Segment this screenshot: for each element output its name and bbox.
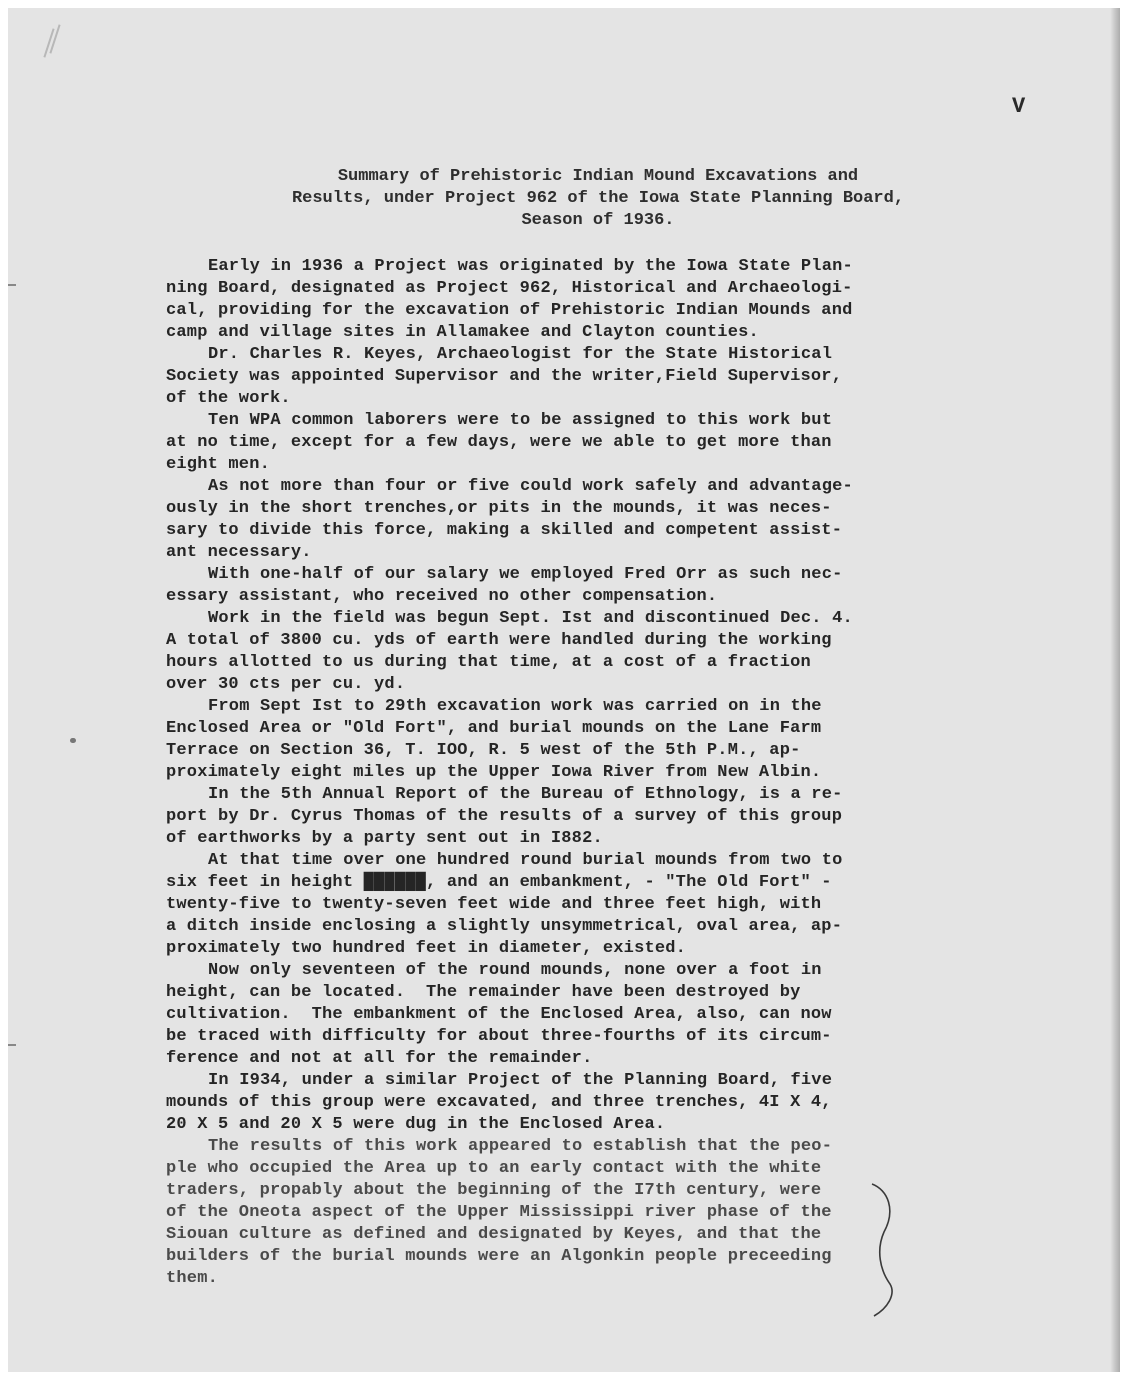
- body-line: With one-half of our salary we employed Fred Orr as such nec-: [208, 565, 843, 584]
- body-line: six feet in height ██████, and an embankment, - "The Old Fort" -: [166, 873, 832, 892]
- body-line: mounds of this group were excavated, and three trenches, 4I X 4,: [166, 1093, 832, 1112]
- body-line: of the work.: [166, 389, 291, 408]
- body-line: ant necessary.: [166, 543, 312, 562]
- page-marker: V: [1012, 94, 1026, 119]
- body-line: Enclosed Area or "Old Fort", and burial mounds on the Lane Farm: [166, 719, 822, 738]
- margin-tick: [8, 1044, 16, 1046]
- body-line: The results of this work appeared to establish that the peo-: [208, 1137, 833, 1156]
- body-line: Terrace on Section 36, T. IOO, R. 5 west of the 5th P.M., ap-: [166, 741, 801, 760]
- body-line: As not more than four or five could work safely and advantage-: [208, 477, 853, 496]
- document-heading: [158, 166, 1038, 232]
- body-line: port by Dr. Cyrus Thomas of the results of a survey of this group: [166, 807, 843, 826]
- body-line: traders, propably about the beginning of the I7th century, were: [166, 1181, 822, 1200]
- pen-annotation-mark: [866, 1180, 906, 1320]
- body-line: camp and village sites in Allamakee and Clayton counties.: [166, 323, 759, 342]
- body-line: at no time, except for a few days, were we able to get more than: [166, 433, 832, 452]
- body-line: proximately eight miles up the Upper Iowa River from New Albin.: [166, 763, 822, 782]
- body-line: over 30 cts per cu. yd.: [166, 675, 406, 694]
- body-line: ference and not at all for the remainder.: [166, 1049, 593, 1068]
- body-line: In the 5th Annual Report of the Bureau of Ethnology, is a re-: [208, 785, 843, 804]
- body-line: hours allotted to us during that time, at a cost of a fraction: [166, 653, 811, 672]
- body-line: In I934, under a similar Project of the Planning Board, five: [208, 1071, 833, 1090]
- body-line: be traced with difficulty for about three-fourths of its circum-: [166, 1027, 832, 1046]
- body-line: Siouan culture as defined and designated by Keyes, and that the: [166, 1225, 822, 1244]
- body-line: Dr. Charles R. Keyes, Archaeologist for the State Historical: [208, 345, 833, 364]
- body-line: a ditch inside enclosing a slightly unsymmetrical, oval area, ap-: [166, 917, 843, 936]
- body-line: twenty-five to twenty-seven feet wide and three feet high, with: [166, 895, 822, 914]
- body-line: Work in the field was begun Sept. Ist and discontinued Dec. 4.: [208, 609, 853, 628]
- heading-line: Summary of Prehistoric Indian Mound Excavations and: [337, 167, 859, 186]
- body-line: cultivation. The embankment of the Enclosed Area, also, can now: [166, 1005, 832, 1024]
- body-line: ple who occupied the Area up to an early contact with the white: [166, 1159, 822, 1178]
- heading-line: Season of 1936.: [521, 211, 675, 230]
- body-line: ously in the short trenches,or pits in the mounds, it was neces-: [166, 499, 832, 518]
- body-line: of earthworks by a party sent out in I882.: [166, 829, 603, 848]
- body-line: builders of the burial mounds were an Algonkin people preceeding: [166, 1247, 832, 1266]
- body-line: essary assistant, who received no other compensation.: [166, 587, 718, 606]
- body-line: height, can be located. The remainder have been destroyed by: [166, 983, 801, 1002]
- page-edge-shadow: [1110, 8, 1120, 1372]
- heading-line: Results, under Project 962 of the Iowa State Planning Board,: [291, 189, 905, 208]
- body-line: eight men.: [166, 455, 271, 474]
- body-line: 20 X 5 and 20 X 5 were dug in the Enclosed Area.: [166, 1115, 666, 1134]
- margin-smudge: [70, 738, 76, 743]
- body-line: A total of 3800 cu. yds of earth were handled during the working: [166, 631, 832, 650]
- body-line: Now only seventeen of the round mounds, none over a foot in: [208, 961, 822, 980]
- body-line: Ten WPA common laborers were to be assigned to this work but: [208, 411, 833, 430]
- document-body: [166, 256, 1046, 1290]
- body-line: Society was appointed Supervisor and the writer,Field Supervisor,: [166, 367, 843, 386]
- body-line: ning Board, designated as Project 962, Historical and Archaeologi-: [166, 279, 853, 298]
- body-line: proximately two hundred feet in diameter, existed.: [166, 939, 687, 958]
- body-line: of the Oneota aspect of the Upper Mississippi river phase of the: [166, 1203, 832, 1222]
- body-line: them.: [166, 1269, 219, 1288]
- margin-tick: [8, 284, 16, 286]
- body-line: cal, providing for the excavation of Prehistoric Indian Mounds and: [166, 301, 853, 320]
- body-line: sary to divide this force, making a skilled and competent assist-: [166, 521, 843, 540]
- body-line: From Sept Ist to 29th excavation work was carried on in the: [208, 697, 822, 716]
- document-page: [8, 8, 1120, 1372]
- body-line: At that time over one hundred round burial mounds from two to: [208, 851, 843, 870]
- body-line: Early in 1936 a Project was originated by the Iowa State Plan-: [208, 257, 853, 276]
